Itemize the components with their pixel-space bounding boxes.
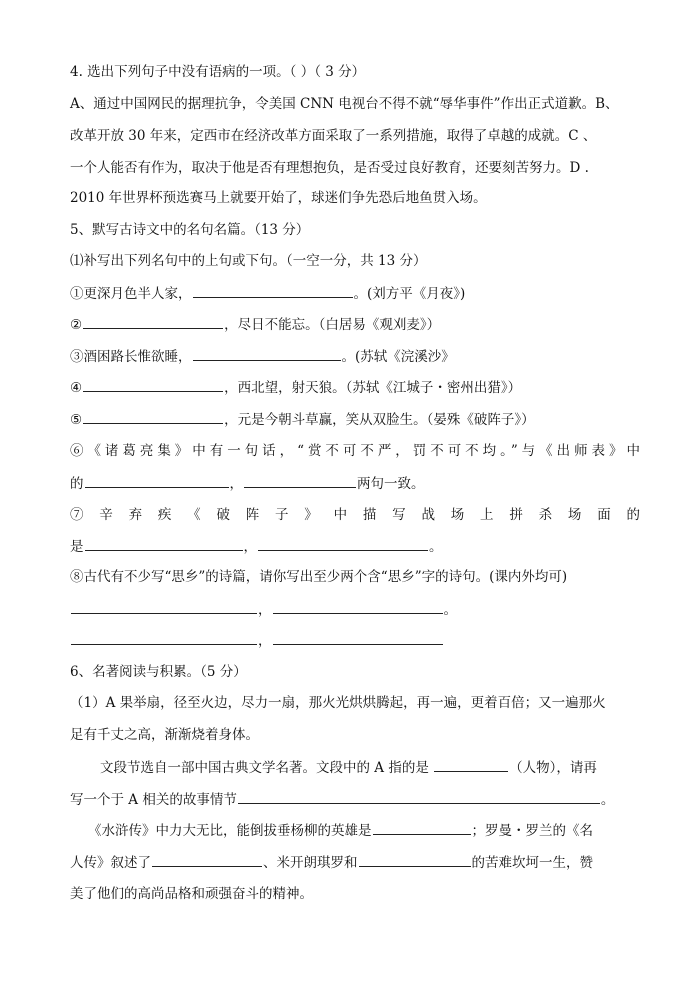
- answer-blank[interactable]: [152, 852, 262, 867]
- item-text: 文段节选自一部中国古典文学名著。文段中的 A 指的是: [100, 760, 434, 776]
- item-text: 两句一致。: [357, 476, 425, 492]
- item-text: 。(苏轼《浣溪沙》: [341, 349, 455, 365]
- q5-item-5: [70, 409, 640, 429]
- answer-blank[interactable]: [273, 630, 443, 645]
- q4-option-line: 一个人能否有作为，取决于他是否有理想抱负，是否受过良好教育，还要刻苦努力。D .: [70, 160, 589, 176]
- q5-item-8-answer-b: [70, 630, 640, 650]
- item-text: ②: [70, 317, 83, 333]
- q4-stem: 4. 选出下列句子中没有语病的一项。（ ）（ 3 分）: [70, 64, 366, 80]
- item-text: 。: [443, 602, 457, 618]
- answer-blank[interactable]: [434, 757, 508, 772]
- item-text: ，尽日不能忘。（白居易《观刈麦》）: [224, 317, 441, 333]
- answer-blank[interactable]: [193, 283, 353, 298]
- item-text: ①更深月色半人家，: [70, 286, 192, 302]
- item-text: ，元是今朝斗草赢，笑从双脸生。（晏殊《破阵子》）: [224, 412, 535, 428]
- item-text: 。: [600, 792, 615, 808]
- q5-item-6-answer: [70, 473, 640, 493]
- answer-blank[interactable]: [83, 314, 223, 329]
- q6-question-2c: 美了他们的高尚品格和顽强奋斗的精神。: [70, 886, 313, 902]
- answer-blank[interactable]: [258, 536, 428, 551]
- item-text: ，: [258, 602, 272, 618]
- answer-blank[interactable]: [359, 852, 471, 867]
- item-text: 《水浒传》中力大无比，能倒拔垂杨柳的英雄是: [88, 823, 372, 839]
- q5-item-7: ⑦ 辛 弃 疾 《 破 阵 子 》 中 描 写 战 场 上 拼 杀 场 面 的: [70, 507, 640, 523]
- answer-blank[interactable]: [83, 377, 223, 392]
- q5-item-6: ⑥《诸葛亮集》中有一句话，“赏不可不严，罚不可不均。”与《出师表》中: [70, 443, 640, 459]
- q4-option-line: A、通过中国网民的据理抗争，令美国 CNN 电视台不得不就“辱华事件”作出正式道歉。B、: [70, 96, 619, 112]
- q5-item-7-answer: [70, 536, 640, 556]
- item-text: 写一个于 A 相关的故事情节: [70, 792, 237, 808]
- item-text: 是: [70, 539, 84, 555]
- answer-blank[interactable]: [244, 473, 356, 488]
- q4-option-line: 改革开放 30 年来，定西市在经济改革方面采取了一系列措施，取得了卓越的成就。C 、: [70, 128, 597, 144]
- item-text: 、米开朗琪罗和: [263, 855, 358, 871]
- answer-blank[interactable]: [238, 789, 600, 804]
- q5-item-8: ⑧古代有不少写“思乡”的诗篇，请你写出至少两个含“思乡”字的诗句。(课内外均可): [70, 569, 568, 585]
- q5-subquestion: ⑴补写出下列名句中的上句或下句。（一空一分，共 13 分）: [70, 253, 427, 269]
- answer-blank[interactable]: [85, 536, 243, 551]
- answer-blank[interactable]: [71, 630, 257, 645]
- q6-question-1b: [70, 789, 640, 809]
- item-text: 的苦难坎坷一生，赞: [471, 855, 593, 871]
- q5-item-1: [70, 283, 640, 303]
- answer-blank[interactable]: [85, 473, 229, 488]
- item-text: 。: [429, 539, 443, 555]
- q6-passage: 足有千丈之高，渐渐烧着身体。: [70, 727, 259, 743]
- q5-item-8-answer-a: [70, 599, 640, 619]
- q6-question-1: [100, 757, 640, 777]
- item-text: ，: [258, 633, 272, 649]
- answer-blank[interactable]: [373, 820, 471, 835]
- item-text: ；罗曼・罗兰的《名: [471, 823, 593, 839]
- item-text: 人传》叙述了: [70, 855, 151, 871]
- item-text: ④: [70, 380, 83, 396]
- q5-item-4: [70, 377, 640, 397]
- answer-blank[interactable]: [193, 346, 341, 361]
- q5-item-2: [70, 314, 640, 334]
- item-text: 的: [70, 476, 84, 492]
- q4-option-line: 2010 年世界杯预选赛马上就要开始了，球迷们争先恐后地鱼贯入场。: [70, 190, 487, 206]
- item-text: （人物），请再: [509, 760, 597, 776]
- item-text: ⑤: [70, 412, 83, 428]
- answer-blank[interactable]: [273, 599, 443, 614]
- q6-question-2b: [70, 852, 640, 872]
- q6-question-2: [88, 820, 640, 840]
- item-text: ，西北望，射天狼。（苏轼《江城子・密州出猎》）: [224, 380, 522, 396]
- q5-title: 5、默写古诗文中的名句名篇。（13 分）: [70, 222, 310, 238]
- item-text: ，: [229, 476, 243, 492]
- item-text: ，: [243, 539, 257, 555]
- q6-title: 6、名著阅读与积累。（5 分）: [70, 664, 247, 680]
- item-text: 。(刘方平《月夜》): [353, 286, 466, 302]
- answer-blank[interactable]: [71, 599, 257, 614]
- q5-item-3: [70, 346, 640, 366]
- q6-passage: （1）A 果举扇，径至火边，尽力一扇，那火光烘烘腾起，再一遍，更着百倍；又一遍那火: [70, 695, 606, 711]
- item-text: ③酒困路长惟欲睡，: [70, 349, 192, 365]
- answer-blank[interactable]: [83, 409, 223, 424]
